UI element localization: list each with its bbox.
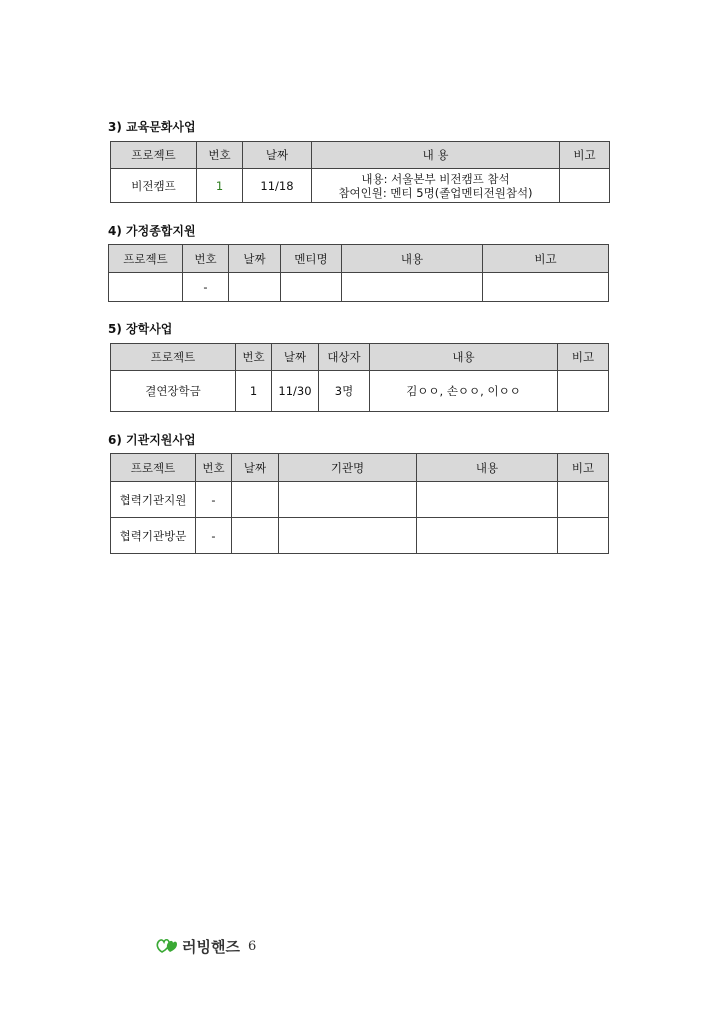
page-footer xyxy=(156,934,256,958)
cell-content xyxy=(312,169,560,203)
header-project: 프로젝트 xyxy=(111,454,196,482)
header-number: 번호 xyxy=(196,454,232,482)
header-project: 프로젝트 xyxy=(111,344,236,371)
header-project: 프로젝트 xyxy=(111,142,197,169)
cell-number: - xyxy=(196,518,232,554)
header-number: 번호 xyxy=(183,245,229,273)
cell-project: 협력기관지원 xyxy=(111,482,196,518)
scholarship-table xyxy=(110,343,609,412)
header-number: 번호 xyxy=(197,142,243,169)
cell-project: 협력기관방문 xyxy=(111,518,196,554)
content-line-2: 참여인원: 멘티 5명(졸업멘티전원참석) xyxy=(338,185,533,200)
cell-note xyxy=(560,169,610,203)
cell-date xyxy=(229,273,281,302)
cell-project xyxy=(109,273,183,302)
section-title-scholarship: 5) 장학사업 xyxy=(108,322,173,336)
cell-content xyxy=(417,518,558,554)
family-support-table xyxy=(108,244,609,302)
header-date: 날짜 xyxy=(272,344,319,371)
cell-note xyxy=(558,371,609,412)
hands-logo-icon xyxy=(156,934,178,958)
header-content: 내용 xyxy=(342,245,483,273)
cell-note xyxy=(483,273,609,302)
cell-note xyxy=(558,518,609,554)
cell-number: - xyxy=(183,273,229,302)
header-project: 프로젝트 xyxy=(109,245,183,273)
cell-content: 김ㅇㅇ, 손ㅇㅇ, 이ㅇㅇ xyxy=(370,371,558,412)
cell-date: 11/30 xyxy=(272,371,319,412)
cell-date xyxy=(232,518,279,554)
header-target: 대상자 xyxy=(319,344,370,371)
education-table xyxy=(110,141,610,203)
header-content: 내 용 xyxy=(312,142,560,169)
brand-name: 러빙핸즈 xyxy=(182,937,240,956)
cell-target: 3명 xyxy=(319,371,370,412)
section-title-institution-support: 6) 기관지원사업 xyxy=(108,433,196,447)
cell-date: 11/18 xyxy=(243,169,312,203)
header-note: 비고 xyxy=(560,142,610,169)
cell-mentee xyxy=(281,273,342,302)
cell-organization xyxy=(279,482,417,518)
cell-content xyxy=(342,273,483,302)
cell-organization xyxy=(279,518,417,554)
header-mentee: 멘티명 xyxy=(281,245,342,273)
cell-number: 1 xyxy=(236,371,272,412)
table-row xyxy=(109,273,609,302)
cell-date xyxy=(232,482,279,518)
content-line-1: 내용: 서울본부 비전캠프 참석 xyxy=(361,171,510,186)
page-number: 6 xyxy=(247,938,257,954)
cell-note xyxy=(558,482,609,518)
table-row xyxy=(111,169,610,203)
header-number: 번호 xyxy=(236,344,272,371)
header-note: 비고 xyxy=(483,245,609,273)
header-note: 비고 xyxy=(558,454,609,482)
table-row xyxy=(111,482,609,518)
header-note: 비고 xyxy=(558,344,609,371)
cell-number: - xyxy=(196,482,232,518)
institution-support-table xyxy=(110,453,609,554)
table-row xyxy=(111,518,609,554)
header-date: 날짜 xyxy=(243,142,312,169)
section-title-education: 3) 교육문화사업 xyxy=(108,120,196,134)
cell-project: 결연장학금 xyxy=(111,371,236,412)
header-content: 내용 xyxy=(370,344,558,371)
header-date: 날짜 xyxy=(229,245,281,273)
table-row xyxy=(111,371,609,412)
header-organization: 기관명 xyxy=(279,454,417,482)
section-title-family-support: 4) 가정종합지원 xyxy=(108,224,196,238)
header-date: 날짜 xyxy=(232,454,279,482)
cell-project: 비전캠프 xyxy=(111,169,197,203)
cell-number: 1 xyxy=(197,169,243,203)
header-content: 내용 xyxy=(417,454,558,482)
cell-content xyxy=(417,482,558,518)
